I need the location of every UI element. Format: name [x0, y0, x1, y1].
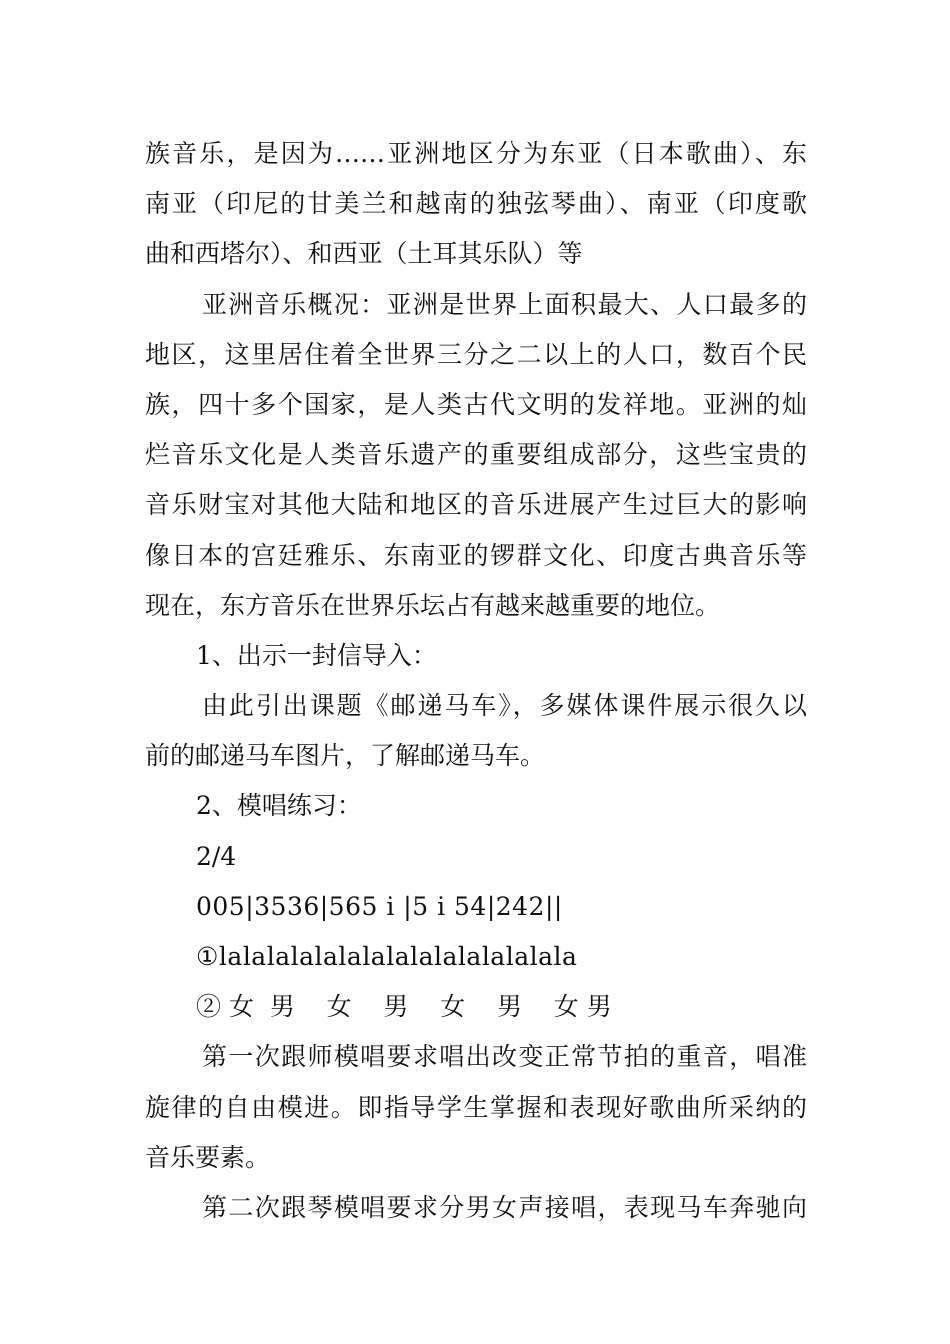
text-line: 烂音乐文化是人类音乐遗产的重要组成部分，这些宝贵的: [145, 440, 807, 470]
text-line: 族音乐，是因为……亚洲地区分为东亚（日本歌曲）、东: [145, 139, 807, 168]
paragraph-first-line: 亚洲音乐概况：亚洲是世界上面积最大、人口最多的: [202, 289, 807, 319]
text-line: 地区，这里居住着全世界三分之二以上的人口，数百个民: [145, 339, 807, 369]
paragraph-first-line: 第二次跟琴模唱要求分男女声接唱，表现马车奔驰向: [202, 1192, 807, 1222]
document-body: [145, 129, 807, 1233]
text-line: 音乐要素。: [145, 1142, 271, 1172]
paragraph-first-line: 第一次跟师模唱要求唱出改变正常节拍的重音，唱准: [202, 1042, 807, 1072]
time-signature: 2/4: [196, 841, 237, 871]
text-line: 前的邮递马车图片，了解邮递马车。: [145, 741, 546, 771]
text-line: 族，四十多个国家，是人类古代文明的发祥地。亚洲的灿: [145, 389, 807, 419]
text-line: 音乐财宝对其他大陆和地区的音乐进展产生过巨大的影响: [145, 490, 807, 520]
text-line: 曲和西塔尔）、和西亚（土耳其乐队）等: [145, 239, 583, 269]
paragraph-first-line: 由此引出课题《邮递马车》，多媒体课件展示很久以: [202, 691, 807, 721]
lyrics-line-1: ①lalalalalalalalalalalalalalala: [196, 942, 578, 971]
text-line: 现在，东方音乐在世界乐坛占有越来越重要的地位。: [145, 590, 721, 620]
numbered-heading: 2、模唱练习：: [196, 791, 362, 821]
text-line: 旋律的自由模进。即指导学生掌握和表现好歌曲所采纳的: [145, 1092, 807, 1122]
text-line: 像日本的宫廷雅乐、东南亚的锣群文化、印度古典音乐等: [145, 540, 807, 570]
numbered-heading: 1、出示一封信导入：: [196, 640, 437, 670]
text-line: 南亚（印尼的甘美兰和越南的独弦琴曲）、南亚（印度歌: [145, 189, 807, 219]
music-notation: 005|3536|565 i |5 i 54|242||: [196, 891, 563, 921]
lyrics-line-2: ② 女 男 女 男 女 男 女 男: [196, 992, 612, 1022]
